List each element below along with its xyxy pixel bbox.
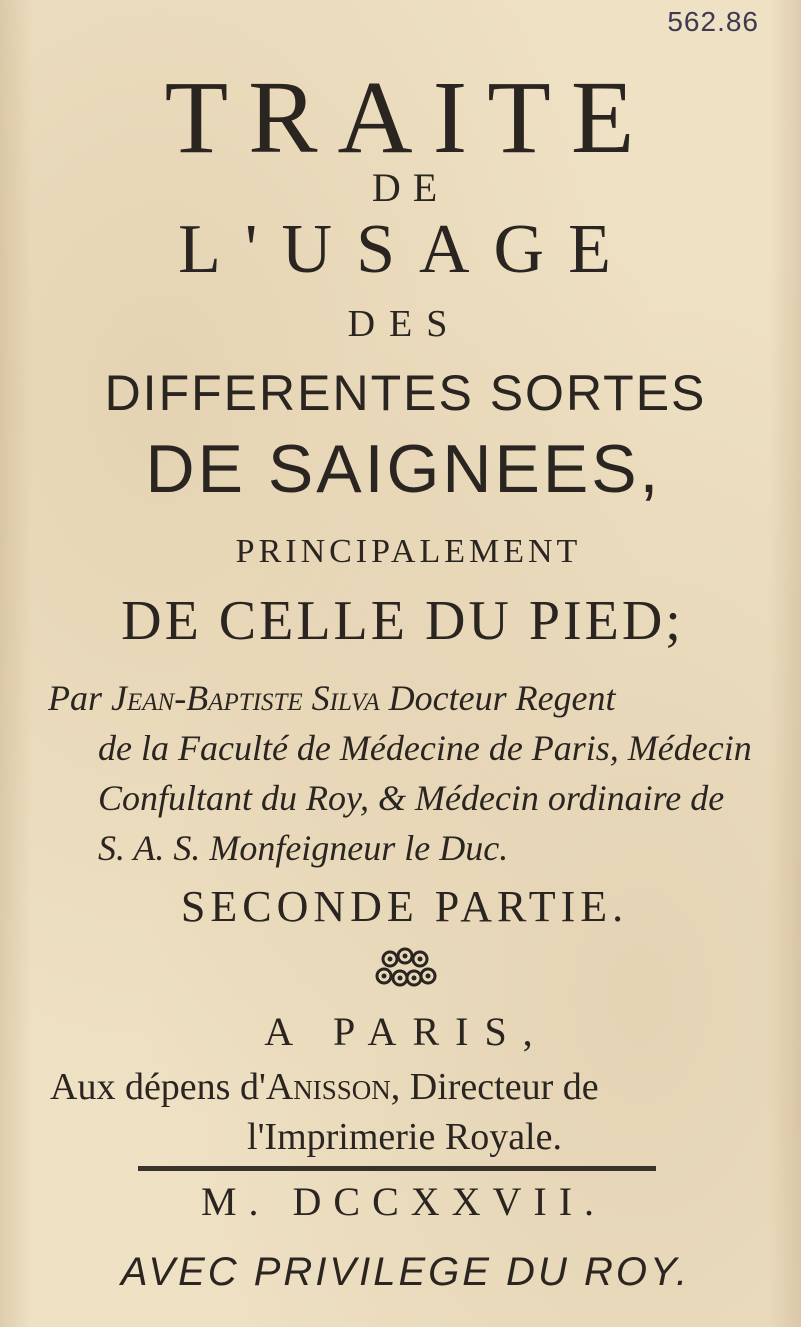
imprint-suffix: , Directeur de: [390, 1066, 599, 1108]
horizontal-rule: [138, 1166, 656, 1171]
place-of-publication: A PARIS,: [264, 1009, 549, 1054]
title-line-traite: TRAITE: [164, 60, 655, 175]
byline-line-4: S. A. S. Monfeigneur le Duc.: [98, 828, 509, 868]
imprint-prefix: Aux dépens d': [50, 1066, 266, 1108]
title-line-de: DE: [371, 165, 450, 210]
printer-name: Anisson: [265, 1066, 391, 1108]
publication-date: M. DCCXXVII.: [200, 1179, 607, 1224]
title-line-principalement: PRINCIPALEMENT: [235, 533, 582, 570]
printers-ornament: [370, 946, 440, 990]
title-line-differentes-sortes: DIFFERENTES SORTES: [104, 365, 707, 421]
author-name: Jean-Baptiste Silva: [111, 678, 380, 718]
byline-line-2: de la Faculté de Médecine de Paris, Médecin: [98, 728, 752, 768]
byline-line-1: [48, 680, 748, 716]
title-line-des: DES: [347, 303, 462, 345]
byline-par: Par: [48, 678, 102, 718]
imprint-line-1: [50, 1068, 599, 1106]
byline-title: Docteur Regent: [388, 678, 616, 718]
title-line-usage: L'USAGE: [178, 211, 635, 288]
title-line-saignees: DE SAIGNEES,: [145, 431, 662, 507]
imprint-line-2: l'Imprimerie Royale.: [247, 1116, 562, 1158]
privilege-line: AVEC PRIVILEGE DU ROY.: [120, 1250, 691, 1294]
shelfmark: 562.86: [667, 6, 759, 37]
title-line-pied: DE CELLE DU PIED;: [121, 590, 684, 652]
byline-line-3: Confultant du Roy, & Médecin ordinaire de: [98, 778, 725, 818]
part-heading: SECONDE PARTIE.: [180, 882, 629, 931]
